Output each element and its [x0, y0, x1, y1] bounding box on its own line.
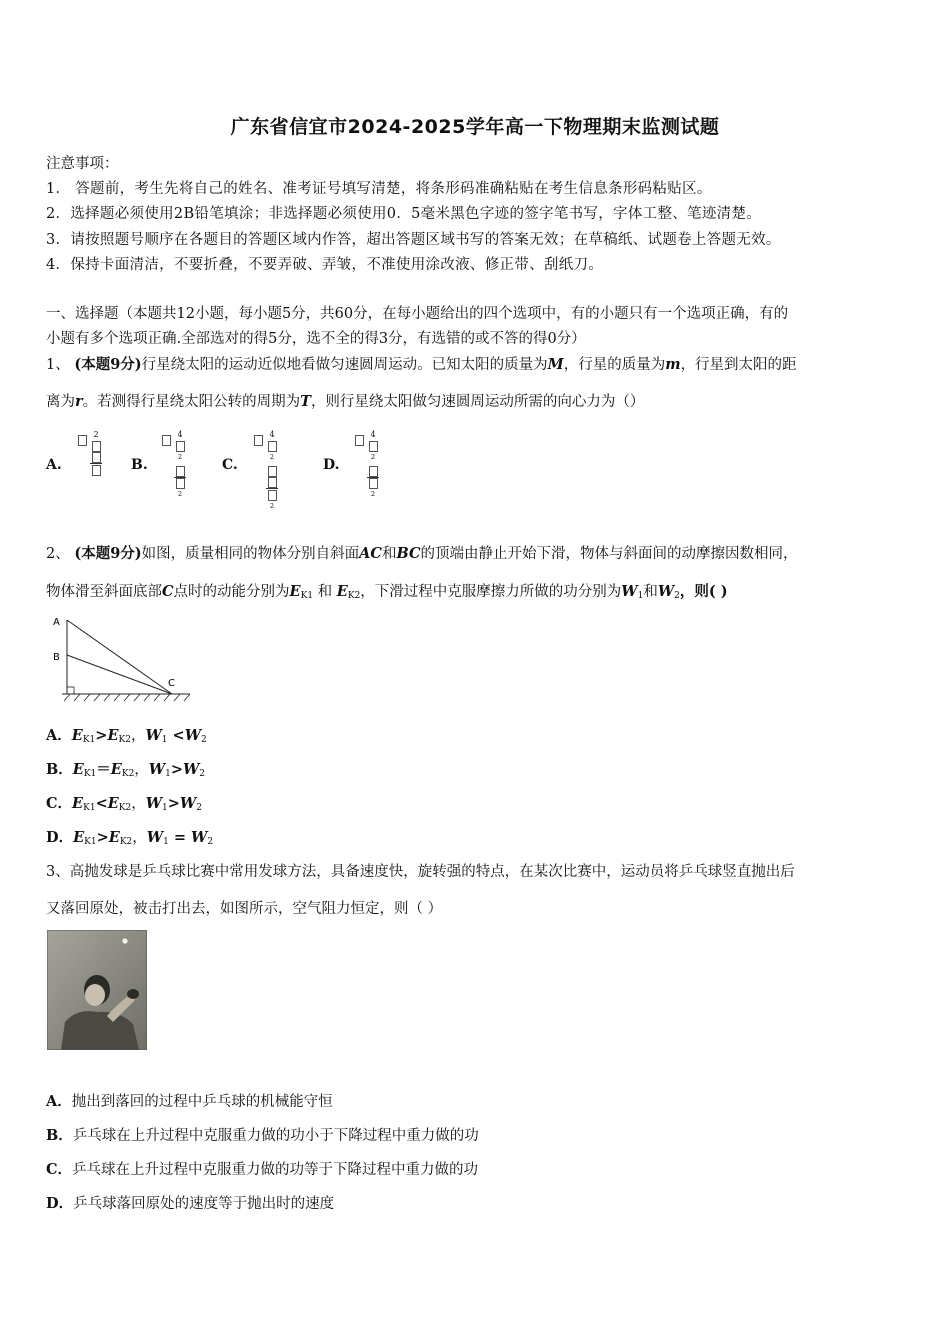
q2-option-c[interactable]: [46, 792, 202, 813]
q2-text-2d: ，则( ): [679, 583, 728, 600]
q2b-s1: 1: [165, 769, 171, 779]
q2d-K1: K1: [84, 837, 97, 847]
q1-option-d-sup: 2: [370, 452, 376, 461]
table-tennis-photo: [47, 930, 147, 1050]
q1-option-c-den: 2: [269, 501, 275, 510]
q2b-E1: E: [72, 761, 84, 778]
q1-option-b-sup: 2: [177, 452, 183, 461]
q2-sub-K2: K2: [347, 591, 361, 601]
q3-option-a[interactable]: [46, 1090, 333, 1111]
q3-option-b-label: B．: [46, 1127, 73, 1144]
diagram-label-A: A: [53, 617, 60, 628]
q3-option-c-label: C．: [46, 1161, 73, 1178]
q2-text-1a: 如图，质量相同的物体分别自斜面: [141, 546, 360, 562]
q1-text-2a: 离为: [46, 394, 75, 410]
q1-option-d-num: 4: [370, 430, 376, 439]
page-title: 广东省信宜市2024-2025学年高一下物理期末监测试题: [230, 116, 720, 138]
q2c-W2: W: [179, 795, 197, 812]
q3-option-a-label: A．: [46, 1093, 72, 1110]
q2-option-d[interactable]: [46, 826, 213, 847]
q2-var-W1: W: [621, 583, 638, 600]
q1-score: (本题9分): [74, 356, 142, 373]
q2-text-2a: 物体滑至斜面底部: [46, 584, 162, 600]
q2-option-d-label: D．: [46, 829, 74, 846]
q2-text-and: 和: [381, 546, 397, 562]
q2c-rel1: <: [95, 795, 108, 812]
q1-text-1b: ，行星的质量为: [563, 357, 666, 373]
q2-text-1b: 的顶端由静止开始下滑，物体与斜面间的动摩擦因数相同，: [420, 546, 798, 562]
q2-var-BC: BC: [396, 545, 421, 562]
q2b-K1: K1: [83, 769, 97, 779]
q1-line-2: [46, 390, 644, 411]
q2d-s2: 2: [207, 837, 214, 847]
ground-hatching: [64, 694, 190, 701]
q2-option-b[interactable]: [46, 758, 205, 779]
q2a-s1: 1: [161, 735, 168, 745]
diagram-label-B: B: [53, 652, 60, 663]
q2c-s1: 1: [162, 803, 168, 813]
q2-sub-1: 1: [637, 591, 644, 601]
q2b-K2: K2: [121, 769, 135, 779]
q3-option-b[interactable]: [46, 1124, 479, 1145]
q2-var-C: C: [162, 583, 174, 600]
q2b-comma: ，: [134, 762, 149, 778]
q2a-K1: K1: [82, 735, 96, 745]
q3-option-b-text: 乒乓球在上升过程中克服重力做的功小于下降过程中重力做的功: [72, 1128, 479, 1144]
notice-heading: 注意事项：: [46, 156, 119, 172]
q2d-E2: E: [108, 829, 120, 846]
q1-option-c-formula: [266, 429, 278, 514]
q1-option-c-label: C.: [222, 457, 238, 473]
q2d-W2: W: [191, 829, 208, 846]
q2a-E2: E: [107, 727, 119, 744]
diagram-label-C: C: [168, 678, 175, 689]
q2-var-E2: E: [336, 583, 348, 600]
q2b-rel2: >: [170, 761, 183, 778]
q2-var-AC: AC: [359, 545, 382, 562]
q1-options: [46, 425, 546, 510]
q1-text-2b: 。若测得行星绕太阳公转的周期为: [82, 394, 301, 410]
q2-text-2b: 点时的动能分别为: [173, 584, 290, 600]
q2a-E1: E: [71, 727, 83, 744]
q2c-E1: E: [72, 795, 84, 812]
q2d-rel1: >: [96, 829, 109, 846]
q1-text-1c: ，行星到太阳的距: [680, 357, 797, 373]
q1-option-d-den: 2: [370, 490, 376, 499]
q2-number: 2、: [46, 546, 70, 562]
q1-option-c-num: 4: [269, 430, 275, 439]
q2c-W1: W: [145, 795, 163, 812]
q2-option-a[interactable]: [46, 724, 207, 745]
q2-sub-K1: K1: [300, 591, 314, 601]
ball-icon: [122, 938, 127, 943]
q2c-comma: ，: [131, 796, 146, 812]
right-angle-mark: [67, 687, 74, 694]
q1-option-d-formula: [367, 429, 379, 503]
q2-score: (本题9分): [74, 545, 142, 562]
q2-var-E1: E: [289, 583, 301, 600]
q2-text-2c: ，下滑过程中克服摩擦力所做的功分别为: [360, 584, 622, 600]
q2d-s1: 1: [163, 837, 169, 847]
q1-option-d-label: D.: [323, 457, 340, 473]
q1-option-b-formula: [174, 429, 186, 503]
q1-var-m: m: [665, 356, 681, 373]
q2c-s2: 2: [196, 803, 202, 813]
notice-item-2: 2．选择题必须使用2B铅笔填涂；非选择题必须使用0．5毫米黑色字迹的签字笔书写，字体工整、笔迹清楚。: [46, 206, 762, 222]
q2b-rel1: ＝: [96, 761, 111, 778]
q2a-W1: W: [145, 727, 162, 744]
q1-option-b-label: B.: [131, 457, 148, 473]
q2-sub-2: 2: [674, 591, 680, 601]
q2c-K1: K1: [83, 803, 96, 813]
q3-line-2: 又落回原处，被击打出去，如图所示，空气阻力恒定，则（ ）: [46, 901, 443, 917]
q2-text-and3: 和: [643, 584, 658, 600]
q2b-W2: W: [182, 761, 200, 778]
q3-option-d-label: D．: [46, 1195, 74, 1212]
q2a-rel2: <: [167, 727, 185, 744]
section-heading-line-1: 一、选择题（本题共12小题，每小题5分，共60分，在每小题给出的四个选项中，有的小题只有一个选项正确，有的: [46, 306, 789, 322]
q2d-E1: E: [73, 829, 85, 846]
q3-option-d[interactable]: [46, 1192, 334, 1213]
q2d-W1: W: [146, 829, 164, 846]
q3-option-c-text: 乒乓球在上升过程中克服重力做的功等于下降过程中重力做的功: [72, 1162, 479, 1178]
q1-option-a-label: A.: [46, 457, 62, 473]
q1-option-a-num: 2: [93, 430, 99, 439]
q2c-rel2: >: [167, 795, 180, 812]
incline-diagram: [50, 612, 195, 704]
q3-option-a-text: 抛出到落回的过程中乒乓球的机械能守恒: [71, 1094, 333, 1110]
q2b-W1: W: [148, 761, 166, 778]
notice-item-4: 4．保持卡面清洁，不要折叠，不要弄破、弄皱，不准使用涂改液、修正带、刮纸刀。: [46, 257, 604, 273]
placeholder-glyph-icon: [162, 435, 171, 446]
q2d-K2: K2: [119, 837, 133, 847]
q2b-E2: E: [110, 761, 122, 778]
incline-AC: [67, 620, 172, 694]
q2b-s2: 2: [199, 769, 206, 779]
incline-BC: [67, 655, 172, 694]
q2c-K2: K2: [118, 803, 132, 813]
q2a-comma: ，: [130, 728, 146, 744]
q1-option-a-formula: [90, 429, 102, 476]
q2a-W2: W: [184, 727, 201, 744]
q2-var-W2: W: [657, 583, 675, 600]
q1-line-1: [46, 353, 797, 374]
q2a-rel1: >: [95, 727, 108, 744]
q2c-E2: E: [107, 795, 119, 812]
q3-line-1: 3、高抛发球是乒乓球比赛中常用发球方法，具备速度快，旋转强的特点，在某次比赛中，运动员将乒乓球竖直抛出后: [46, 864, 795, 880]
q2-option-a-label: A．: [46, 727, 72, 744]
q2a-K2: K2: [118, 735, 131, 745]
q1-option-b-den: 2: [177, 490, 183, 499]
q1-option-b-num: 4: [177, 430, 183, 439]
q1-var-r: r: [75, 393, 83, 410]
q2-line-2: [46, 580, 728, 601]
q3-option-d-text: 乒乓球落回原处的速度等于抛出时的速度: [73, 1196, 335, 1212]
q2-option-c-label: C．: [46, 795, 73, 812]
section-heading-line-2: 小题有多个选项正确.全部选对的得5分，选不全的得3分，有选错的或不答的得0分）: [46, 331, 586, 347]
q2-text-and2: 和: [317, 584, 333, 600]
q2a-s2: 2: [200, 735, 207, 745]
placeholder-glyph-icon: [78, 435, 87, 446]
q1-var-T: T: [300, 393, 311, 410]
q2-option-b-label: B．: [46, 761, 73, 778]
q2d-comma: ，: [132, 830, 147, 846]
q2-line-1: [46, 542, 798, 563]
placeholder-glyph-icon: [254, 435, 263, 446]
placeholder-glyph-icon: [355, 435, 364, 446]
q3-option-c[interactable]: [46, 1158, 478, 1179]
q1-text-1a: 行星绕太阳的运动近似地看做匀速圆周运动。已知太阳的质量为: [141, 357, 548, 373]
q1-option-c-sup: 2: [269, 452, 275, 461]
q1-text-2c: ，则行星绕太阳做匀速圆周运动所需的向心力为（）: [310, 394, 645, 410]
q1-number: 1、: [46, 357, 70, 373]
notice-item-1: 1． 答题前，考生先将自己的姓名、准考证号填写清楚，将条形码准确粘贴在考生信息条形码粘贴区。: [46, 181, 712, 197]
notice-item-3: 3．请按照题号顺序在各题目的答题区域内作答，超出答题区域书写的答案无效；在草稿纸、试题卷上答题无效。: [46, 232, 781, 248]
q2d-rel2: =: [168, 829, 192, 846]
q1-var-M: M: [547, 356, 564, 373]
